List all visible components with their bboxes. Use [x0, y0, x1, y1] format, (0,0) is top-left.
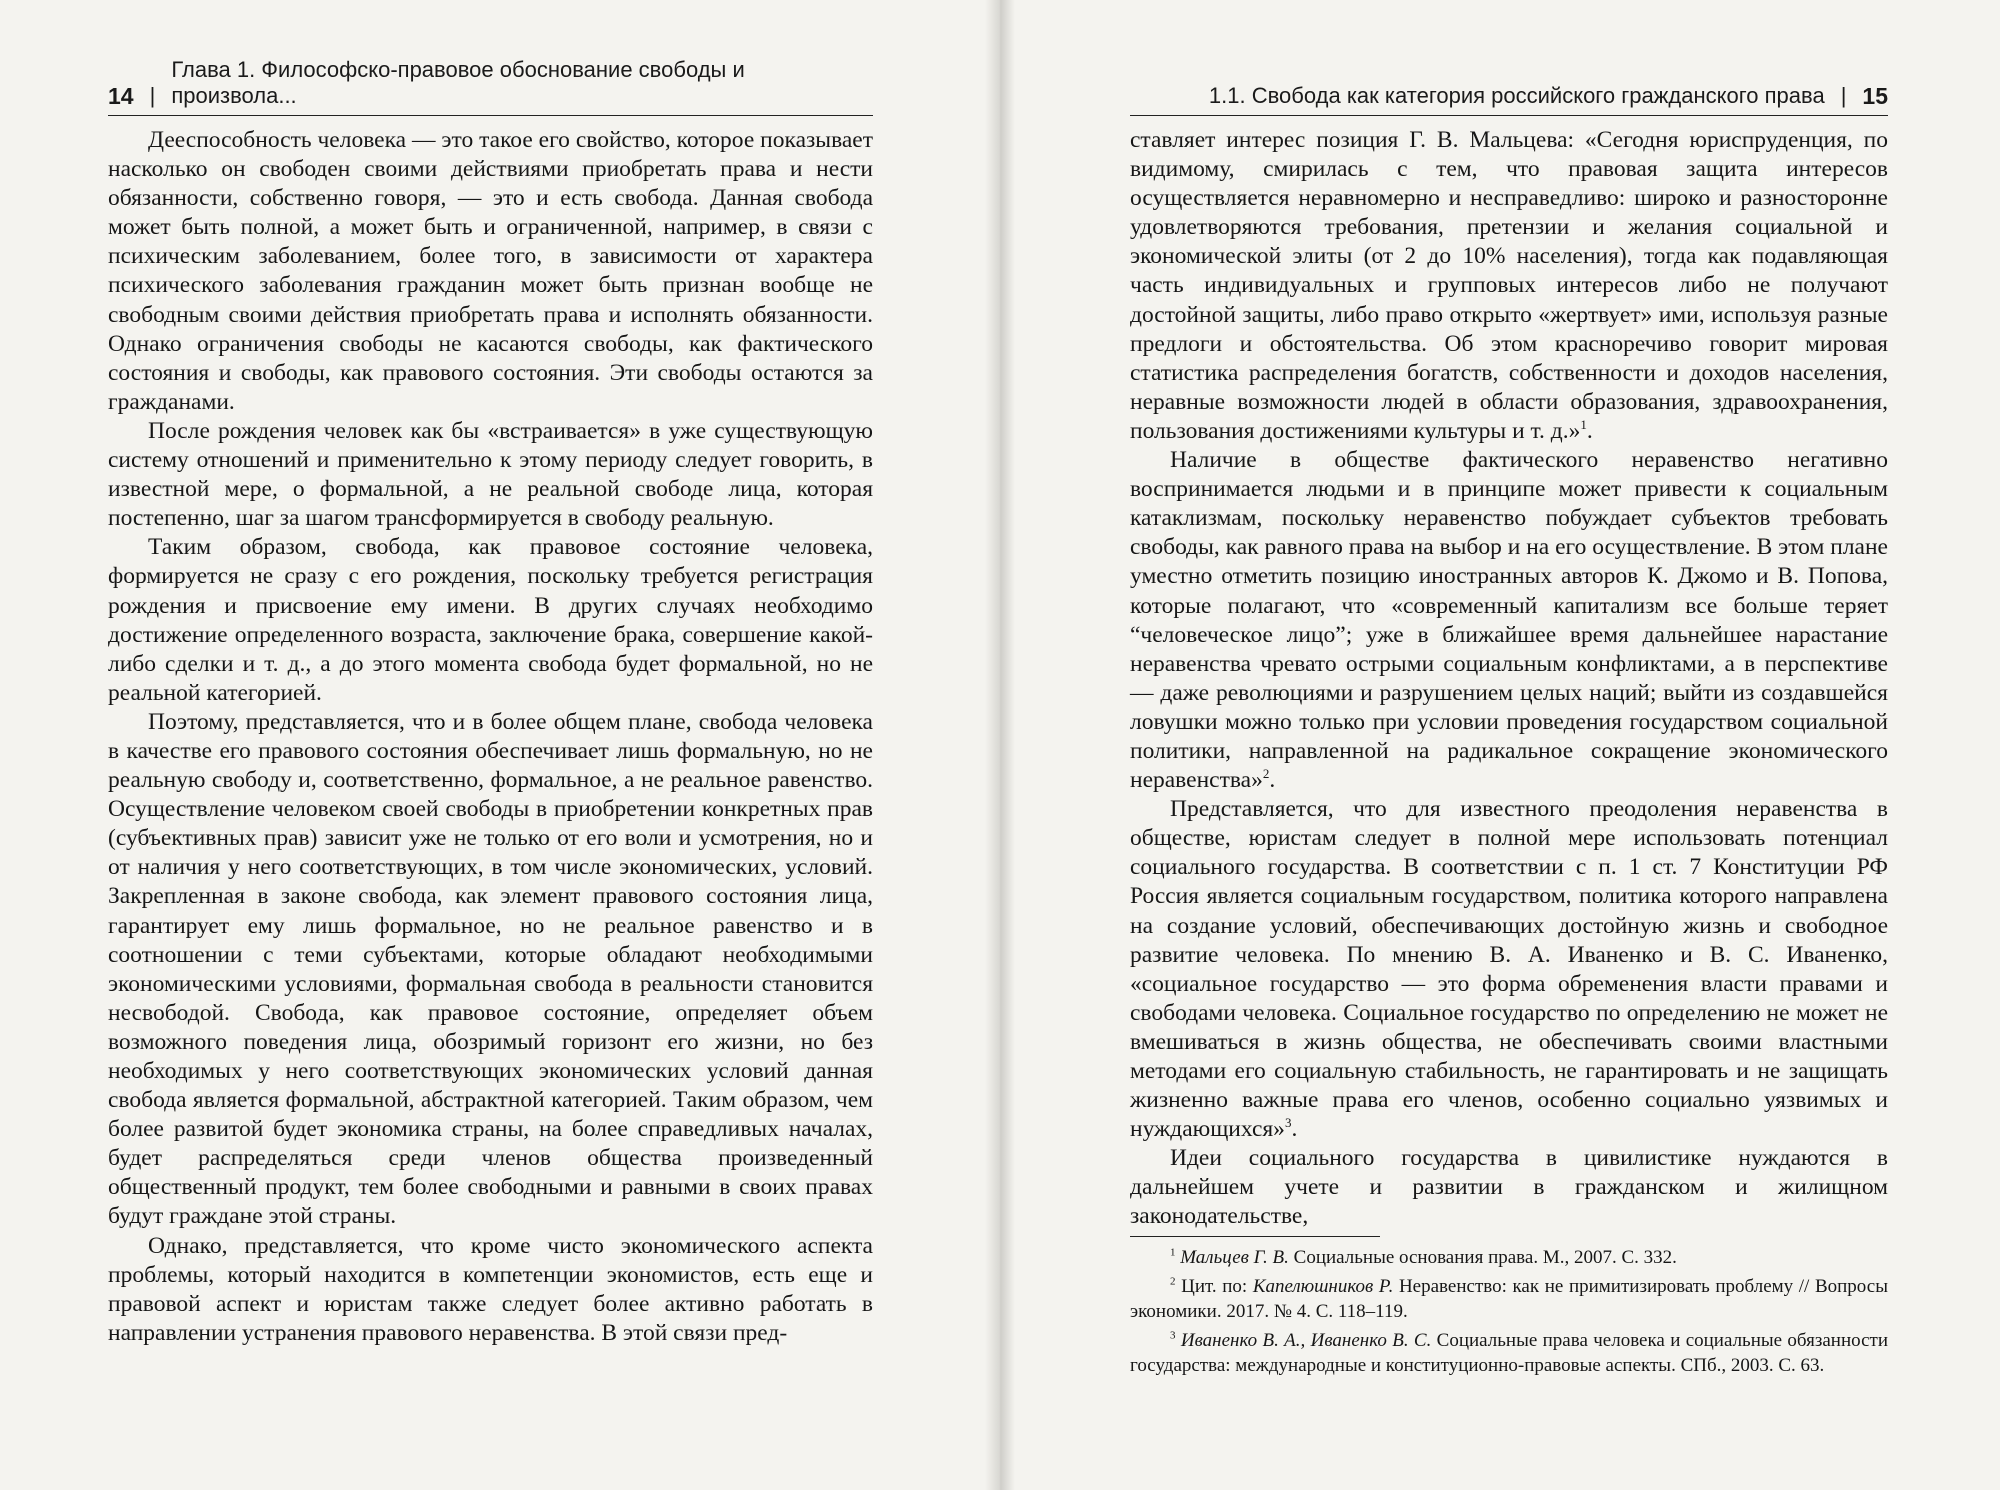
paragraph-text: Идеи социального государства в цивилистике нуждаются в дальнейшем учете и развитии в гражданском и жилищном законодательстве,: [1130, 1145, 1888, 1230]
footnotes: [1130, 1245, 1888, 1382]
paragraph-tail: .: [1586, 417, 1593, 444]
footnote-text: Неравенство: как не примитизировать проблему // Вопросы экономики. 2017. № 4. С. 118–119.: [1130, 1276, 1888, 1322]
paragraph: Дееспособность человека — это такое его свойство, которое показывает насколько он свободен своими действиями приобретать права и нести обязанности, собственно говоря, — это и есть свобода. Данная свобода может быть полной, а может быть и ограниченной, например, в связи с психическим заболеванием, более того, в зависимости от характера психического заболевания гражданин может быть признан вообще не свободным своими действия приобретать права и исполнять обязанности. Однако ограничения свободы не касаются свободы, как фактического состояния и свободы, как правового состояния. Эти свободы остаются за гражданами.: [108, 127, 873, 415]
paragraph-text: ставляет интерес позиция Г. В. Мальцева: «Сегодня юриспруденция, по видимому, смирилась с тем, что правовая защита интересов осуществляется неравномерно и несправедливо: широко и разносторонне удовлетворяются требования, претензии и желания социальной и экономической элиты (от 2 до 10% населения), тогда как подавляющая часть индивидуальных и групповых интересов либо не получают достойной защиты, либо право открыто «жертвует» ими, используя разные предлоги и обстоятельства. Об этом красноречиво говорит мировая статистика распределения богатств, собственности и доходов населения, неравные возможности людей в области образования, здравоохранения, пользования достижениями культуры и т. д.»: [1130, 127, 1888, 444]
footnote-number: 2: [1170, 1275, 1176, 1288]
footnote-prefix: Цит. по:: [1181, 1276, 1253, 1297]
footnote-author: Мальцев Г. В.: [1180, 1247, 1289, 1268]
paragraph: [1130, 446, 1888, 795]
paragraph: Поэтому, представляется, что и в более общем плане, свобода человека в качестве его правового состояния обеспечивает лишь формальную, но не реальную свободу и, соответственно, формальное, а не реальное равенство. Осуществление человеком своей свободы в приобретении конкретных прав (субъективных прав) зависит уже не только от его воли и усмотрения, но и от наличия у него соответствующих, в том числе экономических, условий. Закрепленная в законе свобода, как элемент правового состояния лица, гарантирует ему лишь формальное, но не реальное равенство и в соотношении с теми субъектами, которые обладают необходимыми экономическими условиями, формальная свобода в реальности становится несвободой. Свобода, как правовое состояние, определяет объем возможного поведения лица, обозримый горизонт его жизни, но без необходимых у него соответствующих экономических условий данная свобода является формальной, абстрактной категорией. Таким образом, чем более развитой будет экономика страны, на более справедливых началах, будет распределяться среди членов общества произведенный общественный продукт, тем более свободными и равными в своих правах будут граждане этой страны.: [108, 708, 873, 1230]
paragraph: Таким образом, свобода, как правовое состояние человека, формируется не сразу с его рождения, поскольку требуется регистрация рождения и присвоение ему имени. В других случаях необходимо достижение определенного возраста, заключение брака, совершение какой-либо сделки и т. д., а до этого момента свобода будет формальной, но не реальной категорией.: [108, 534, 873, 706]
chapter-title: Глава 1. Философско-правовое обоснование свободы и произвола...: [171, 57, 745, 108]
paragraph-tail: .: [1291, 1116, 1298, 1143]
left-page-number: 14: [108, 83, 134, 109]
footnote: [1130, 1328, 1888, 1378]
left-page: [0, 0, 985, 1490]
header-separator: |: [1840, 83, 1847, 108]
footnote-author: Капелюшников Р.: [1252, 1276, 1394, 1297]
paragraph: [1130, 1144, 1888, 1231]
footnote-divider: [1130, 1236, 1380, 1237]
footnote-ref[interactable]: 1: [1580, 417, 1587, 433]
paragraph-tail: .: [1269, 767, 1276, 794]
footnote-text: Социальные основания права. М., 2007. С. 332.: [1288, 1247, 1677, 1268]
footnote: [1130, 1274, 1888, 1324]
footnote-ref[interactable]: 2: [1262, 766, 1270, 782]
footnote-text: Социальные права человека и социальные обязанности государства: международные и конституционно-правовые аспекты. СПб., 2003. С. 63.: [1130, 1330, 1889, 1376]
left-running-head: [108, 57, 873, 116]
right-page: [1015, 0, 2000, 1490]
footnote: [1130, 1245, 1888, 1270]
right-page-number: 15: [1862, 83, 1888, 109]
paragraph-text: Наличие в обществе фактического неравенство негативно воспринимается людьми и в принципе может привести к социальным катаклизмам, поскольку неравенство побуждает субъектов требовать свободы, как равного права на выбор и на его осуществление. В этом плане уместно отметить позицию иностранных авторов К. Джомо и В. Попова, которые полагают, что «современный капитализм все больше теряет “человеческое лицо”; уже в ближайшее время дальнейшее нарастание неравенства чревато острыми социальным конфликтами, а в перспективе — даже революциями и разрушением целых наций; выйти из создавшейся ловушки можно только при условии проведения государством социальной политики, направленной на радикальное сокращение экономического неравенства»: [1130, 447, 1888, 794]
footnote-author: Иваненко В. А., Иваненко В. С.: [1180, 1330, 1432, 1351]
section-title: 1.1. Свобода как категория российского гражданского права: [1208, 83, 1825, 108]
paragraph-text: Представляется, что для известного преодоления неравенства в обществе, юристам следует в полной мере использовать потенциал социального государства. В соответствии с п. 1 ст. 7 Конституции РФ Россия является социальным государством, политика которого направлена на создание условий, обеспечивающих достойную жизнь и свободное развитие человека. По мнению В. А. Иваненко и В. С. Иваненко, «социальное государство — это форма обременения власти правами и свободами человека. Социальное государство по определению не может не вмешиваться в жизнь общества, не обеспечивать своими властными методами его социальную стабильность, не гарантировать и не защищать жизненно важные права его членов, особенно социально уязвимых и нуждающихся»: [1130, 796, 1888, 1143]
paragraph: Однако, представляется, что кроме чисто экономического аспекта проблемы, который находится в компетенции экономистов, есть еще и правовой аспект и юристам также следует более активно работать в направлении устранения правового неравенства. В этой связи пред-: [108, 1232, 873, 1346]
paragraph: [1130, 126, 1888, 446]
footnote-number: 3: [1170, 1329, 1176, 1342]
right-running-head: [1130, 82, 1888, 116]
book-gutter: [985, 0, 1015, 1490]
left-body-text: [108, 126, 873, 1348]
footnote-ref[interactable]: 3: [1284, 1115, 1292, 1131]
paragraph: После рождения человек как бы «встраивается» в уже существующую систему отношений и применительно к этому периоду следует говорить, в известной мере, о формальной, а не реальной свободе лица, которая постепенно, шаг за шагом трансформируется в свободу реальную.: [108, 417, 873, 532]
header-separator: |: [149, 83, 156, 108]
right-body-text: [1130, 126, 1888, 1232]
paragraph: [1130, 795, 1888, 1144]
footnote-number: 1: [1170, 1246, 1176, 1259]
